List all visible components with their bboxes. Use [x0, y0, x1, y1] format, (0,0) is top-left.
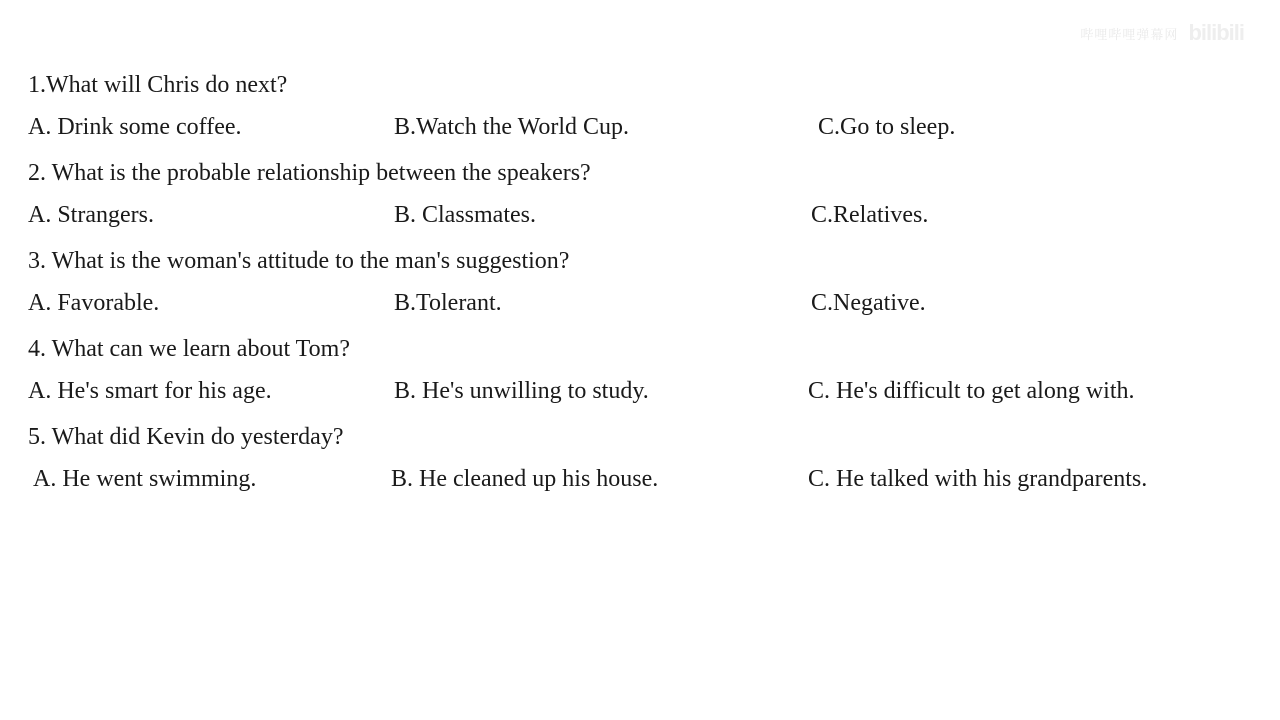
question-stem: 1.What will Chris do next? — [28, 72, 288, 98]
option-b[interactable]: B.Tolerant. — [394, 290, 502, 316]
question-stem: 2. What is the probable relationship between the speakers? — [28, 160, 591, 186]
option-a[interactable]: A. Favorable. — [28, 290, 160, 316]
option-c[interactable]: C. He talked with his grandparents. — [808, 466, 1148, 492]
question-block — [28, 152, 1250, 236]
option-b[interactable]: B. He cleaned up his house. — [391, 466, 659, 492]
option-c[interactable]: C. He's difficult to get along with. — [808, 378, 1135, 404]
question-stem: 3. What is the woman's attitude to the man's suggestion? — [28, 248, 570, 274]
question-options — [28, 370, 1250, 412]
watermark-logo: bilibili — [1188, 20, 1244, 45]
option-c[interactable]: C.Negative. — [811, 290, 926, 316]
option-b[interactable]: B. Classmates. — [394, 202, 536, 228]
question-options — [28, 282, 1250, 324]
question-block — [28, 64, 1250, 148]
question-options — [28, 458, 1250, 500]
bilibili-watermark — [1080, 20, 1244, 46]
question-block — [28, 416, 1250, 500]
option-a[interactable]: A. He went swimming. — [33, 466, 257, 492]
watermark-site-text: 哔哩哔哩弹幕网 — [1080, 26, 1179, 42]
option-c[interactable]: C.Go to sleep. — [818, 114, 956, 140]
question-options — [28, 106, 1250, 148]
question-stem: 4. What can we learn about Tom? — [28, 336, 350, 362]
question-block — [28, 328, 1250, 412]
question-stem: 5. What did Kevin do yesterday? — [28, 424, 344, 450]
option-a[interactable]: A. Drink some coffee. — [28, 114, 242, 140]
question-options — [28, 194, 1250, 236]
option-a[interactable]: A. Strangers. — [28, 202, 154, 228]
option-b[interactable]: B. He's unwilling to study. — [394, 378, 649, 404]
option-c[interactable]: C.Relatives. — [811, 202, 929, 228]
option-b[interactable]: B.Watch the World Cup. — [394, 114, 629, 140]
option-a[interactable]: A. He's smart for his age. — [28, 378, 272, 404]
question-block — [28, 240, 1250, 324]
